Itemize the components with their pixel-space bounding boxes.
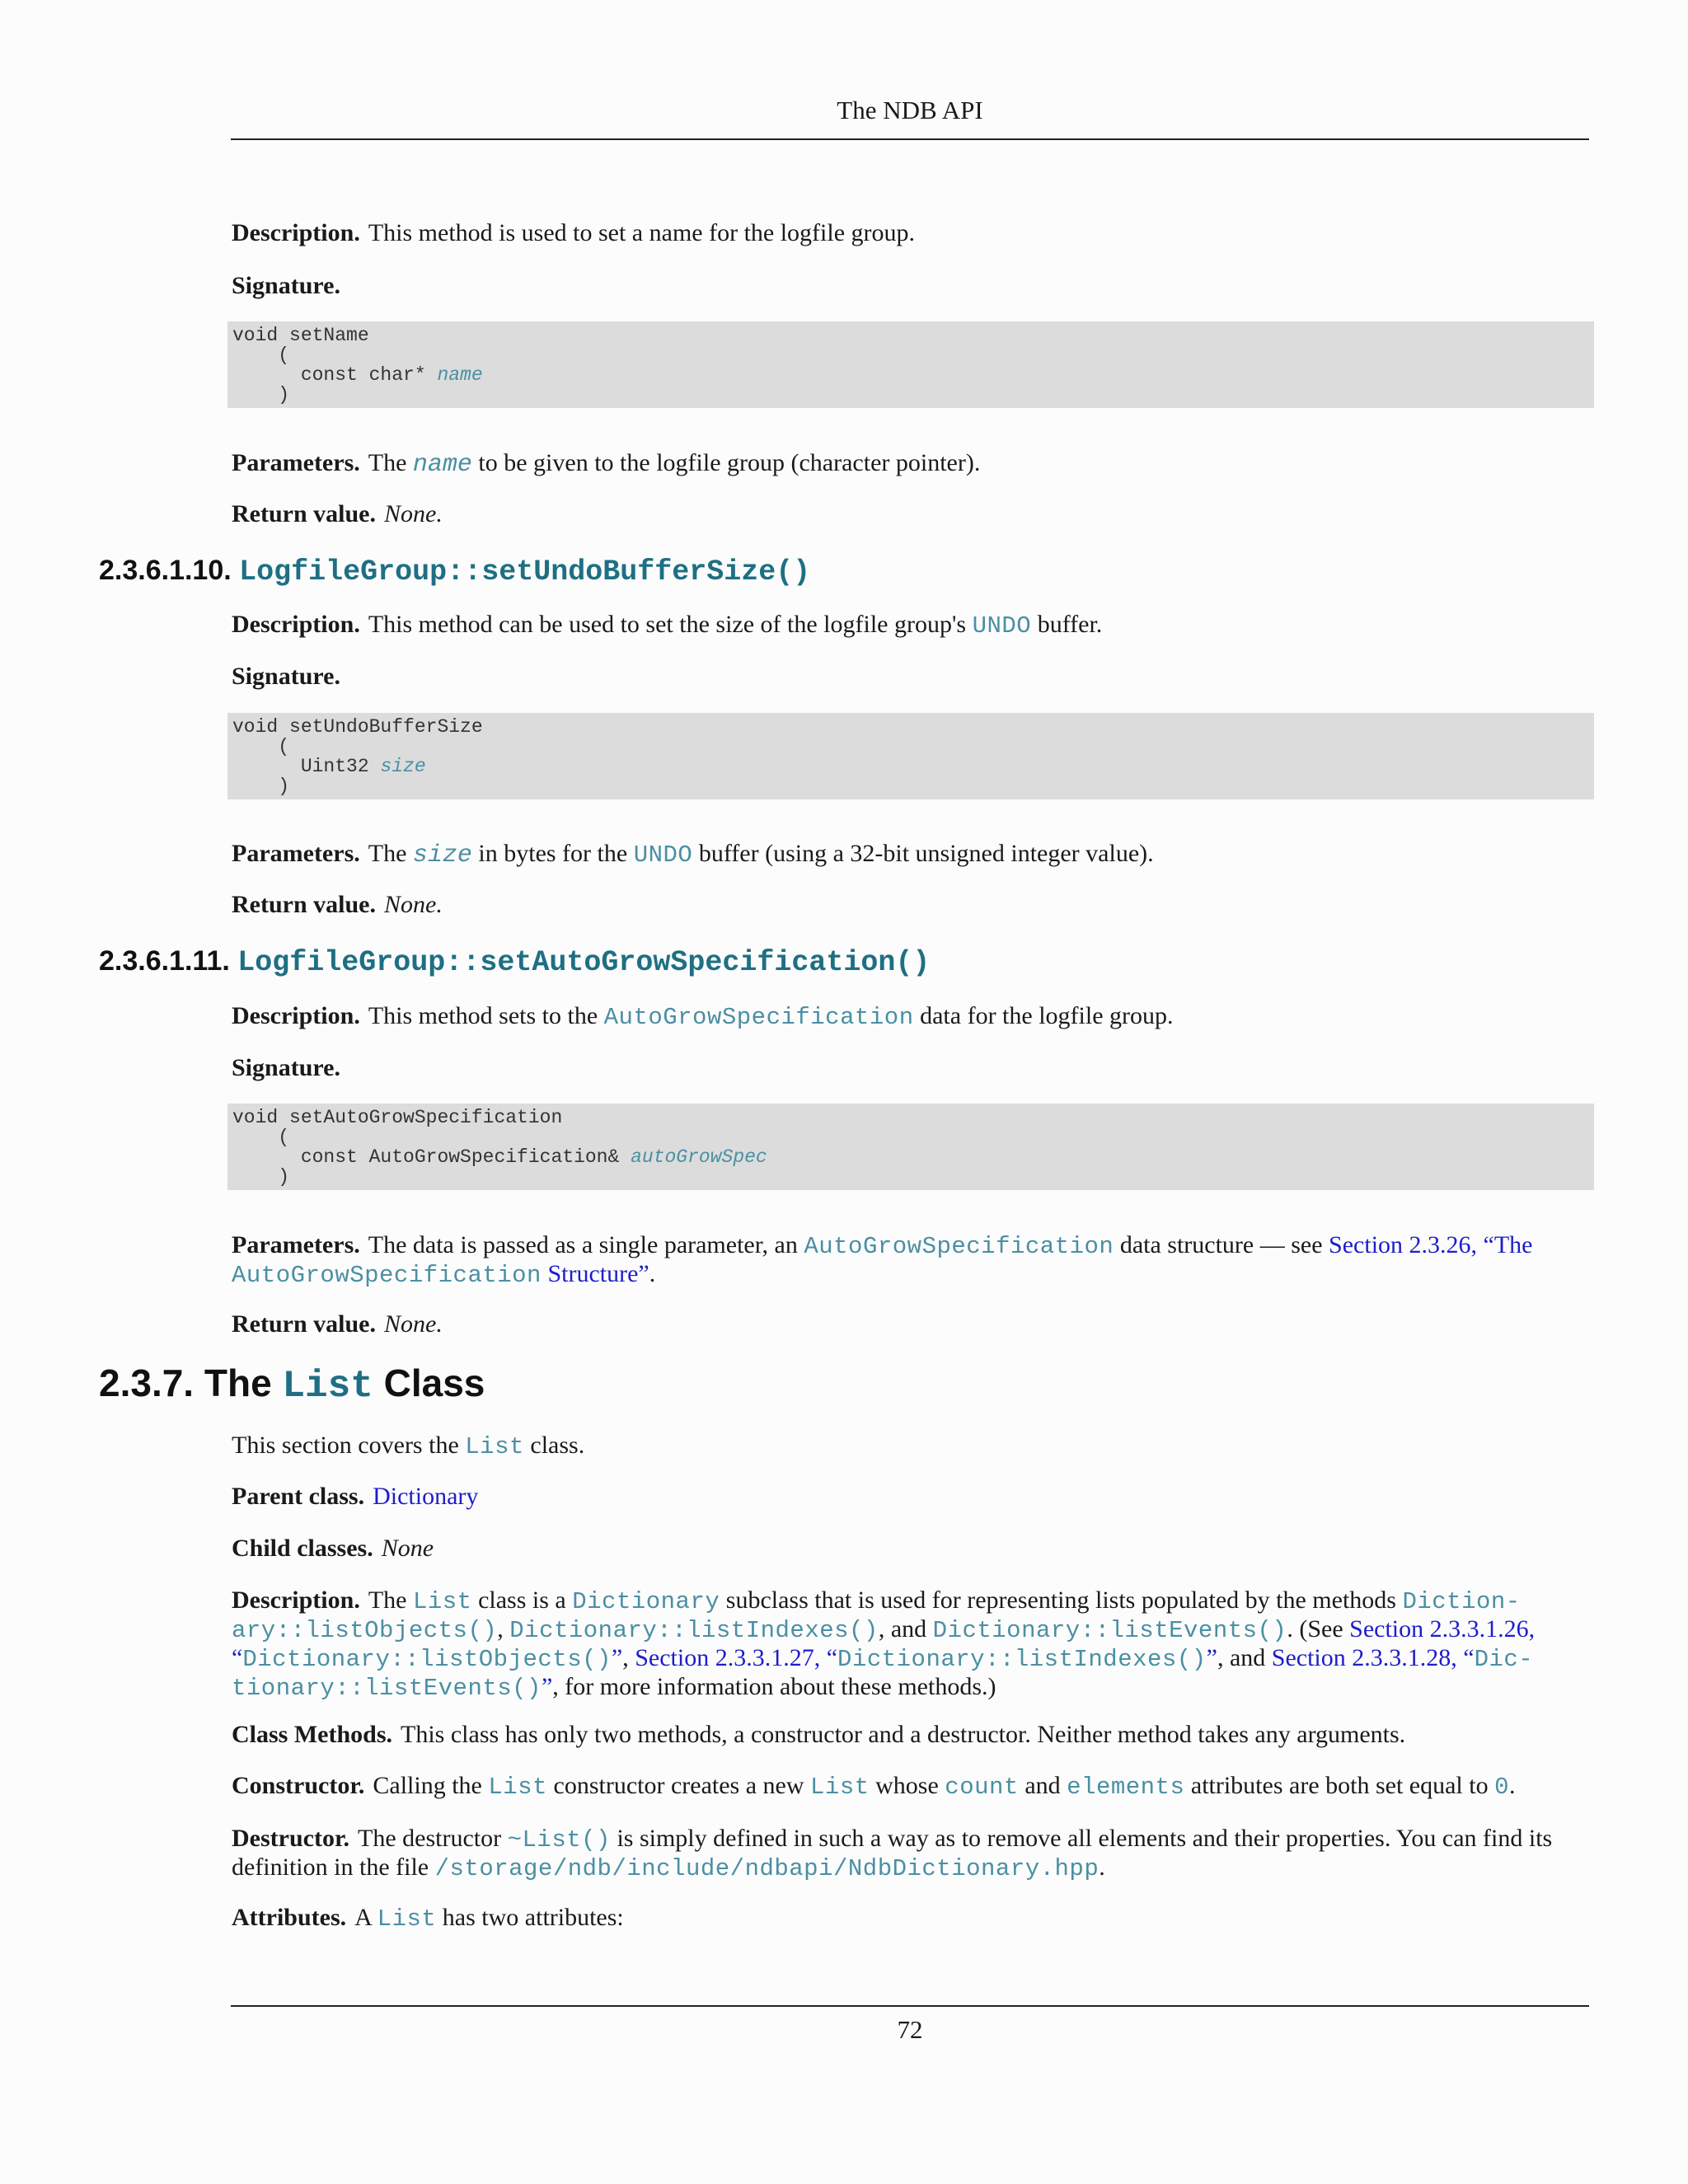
page-number: 72 <box>897 2015 923 2044</box>
setundobuffersize-signature-label: Signature. <box>232 663 340 690</box>
setautogrow-parameters: Parameters. The data is passed as a single parameter, an AutoGrowSpecification data structure — see Section 2.3.26, “The AutoGrowSpecification Structure”. <box>232 1231 1533 1289</box>
setundobuffersize-description: Description. This method can be used to set the size of the logfile group's UNDO buffer. <box>232 611 1103 640</box>
setautogrow-return: Return value. None. <box>232 1310 443 1338</box>
section-heading-list-class: 2.3.7. The List Class <box>99 1361 485 1408</box>
link-dictionary[interactable]: Dictionary <box>373 1483 479 1510</box>
page-footer <box>231 2005 1589 2045</box>
setundobuffersize-code-block: void setUndoBufferSize ( Uint32 size ) <box>227 713 1594 799</box>
setautogrow-code-block: void setAutoGrowSpecification ( const AutoGrowSpecification& autoGrowSpec ) <box>227 1104 1594 1190</box>
section-heading-setautogrowspecification: 2.3.6.1.11. LogfileGroup::setAutoGrowSpecification() <box>99 945 931 979</box>
list-attributes: Attributes. A List has two attributes: <box>232 1904 624 1933</box>
list-destructor: Destructor. The destructor ~List() is simply defined in such a way as to remove all elements and their properties. You can find its definition in the file /storage/ndb/include/ndbapi/NdbDictionary.hpp. <box>232 1825 1553 1882</box>
setname-parameters: Parameters. The name to be given to the logfile group (character pointer). <box>232 449 981 479</box>
header-title: The NDB API <box>837 96 983 124</box>
list-parent-class: Parent class. Dictionary <box>232 1483 479 1510</box>
page-header <box>231 92 1589 140</box>
list-class-methods: Class Methods. This class has only two methods, a constructor and a destructor. Neither method takes any arguments. <box>232 1721 1406 1748</box>
list-description: Description. The List class is a Dictionary subclass that is used for representing lists populated by the methods Diction- ary::listObjects(), Dictionary::listIndexes(), and Dictionary::listEvents(). (See Section 2.3.3.1.26, “Dictionary::listObjects()”, Section 2.3.3.1.27, “Dictionary::listIndexes()”, and Section 2.3.3.1.28, “Dic- tionary::listEvents()”, for more information about these methods.) <box>232 1586 1536 1702</box>
link-section-2-3-3-1-28[interactable]: Section 2.3.3.1.28, “Dic- tionary::listEvents()” <box>232 1644 1534 1702</box>
section-heading-setundobuffersize: 2.3.6.1.10. LogfileGroup::setUndoBufferSize() <box>99 555 811 588</box>
setname-code-block: void setName ( const char* name ) <box>227 321 1594 408</box>
setundobuffersize-return: Return value. None. <box>232 891 443 918</box>
link-section-2-3-3-1-27[interactable]: Section 2.3.3.1.27, “Dictionary::listIndexes()” <box>635 1644 1217 1673</box>
setname-return: Return value. None. <box>232 500 443 527</box>
setname-description: Description. This method is used to set a name for the logfile group. <box>232 219 916 246</box>
setautogrow-signature-label: Signature. <box>232 1054 340 1081</box>
setundobuffersize-parameters: Parameters. The size in bytes for the UNDO buffer (using a 32-bit unsigned integer value). <box>232 840 1154 869</box>
list-constructor: Constructor. Calling the List constructor creates a new List whose count and elements attributes are both set equal to 0. <box>232 1772 1516 1801</box>
setname-signature-label: Signature. <box>232 272 340 299</box>
list-intro: This section covers the List class. <box>232 1432 585 1460</box>
setautogrow-description: Description. This method sets to the AutoGrowSpecification data for the logfile group. <box>232 1002 1174 1031</box>
link-section-2-3-3-1-26[interactable]: Section 2.3.3.1.26, “Dictionary::listObjects()” <box>232 1615 1536 1673</box>
list-child-classes: Child classes. None <box>232 1535 434 1562</box>
link-section-2-3-26[interactable]: Section 2.3.26, “The AutoGrowSpecification Structure” <box>232 1231 1533 1289</box>
